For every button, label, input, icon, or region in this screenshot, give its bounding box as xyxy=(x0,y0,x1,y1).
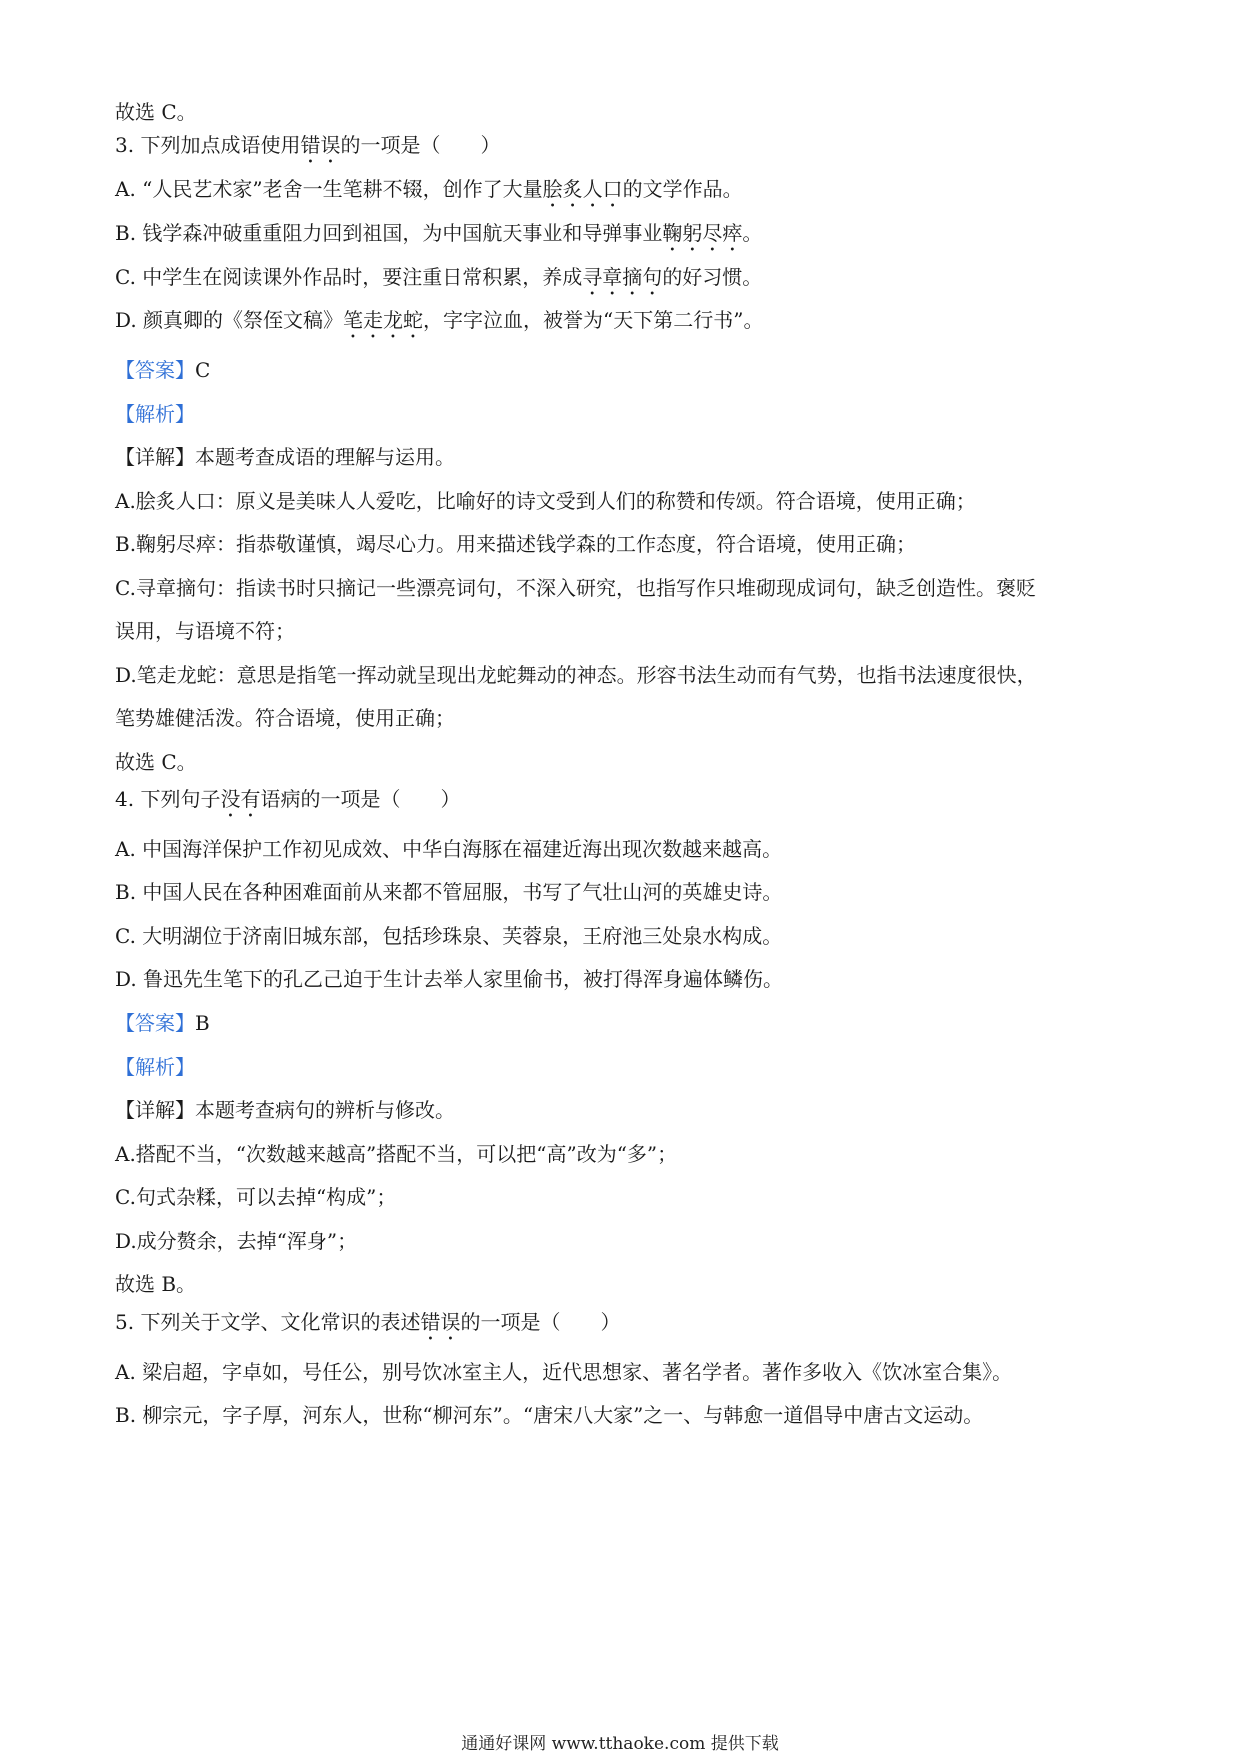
answer-tag: 【答案】 xyxy=(115,358,195,382)
emphasis-idiom: 鞠躬尽瘁 xyxy=(662,221,743,245)
emphasis-word: 错误 xyxy=(300,133,341,157)
question-4-text-end: 语病的一项是（ ） xyxy=(260,787,461,811)
analysis-tag-3 xyxy=(115,401,1130,427)
explain-3c-line1: C.寻章摘句：指读书时只摘记一些漂亮词句，不深入研究，也指写作只堆砌现成词句，缺乏创造性。褒贬 xyxy=(115,576,1036,600)
option-3b xyxy=(115,220,1130,256)
analysis-tag-4 xyxy=(115,1054,1130,1080)
conclusion-3: 故选 C。 xyxy=(115,750,197,774)
explain-3d-line2: 笔势雄健活泼。符合语境，使用正确； xyxy=(115,706,455,730)
option-5b: B. 柳宗元，字子厚，河东人，世称“柳河东”。“唐宋八大家”之一、与韩愈一道倡导中唐古文运动。 xyxy=(115,1403,984,1427)
option-3c xyxy=(115,264,1130,300)
option-text-end: 的好习惯。 xyxy=(662,265,763,289)
option-text-end: 。 xyxy=(742,221,763,245)
explain-4d: D.成分赘余，去掉“浑身”； xyxy=(115,1229,358,1253)
option-4c: C. 大明湖位于济南旧城东部，包括珍珠泉、芙蓉泉，王府池三处泉水构成。 xyxy=(115,924,783,948)
question-3-text: 3. 下列加点成语使用 xyxy=(115,133,301,157)
analysis-tag: 【解析】 xyxy=(115,402,195,426)
explain-3a: A.脍炙人口：原义是美味人人爱吃，比喻好的诗文受到人们的称赞和传颂。符合语境，使用正确； xyxy=(115,489,976,513)
emphasis-idiom: 脍炙人口 xyxy=(542,177,623,201)
footer-watermark: 通通好课网 www.tthaoke.com 提供下载 xyxy=(461,1734,779,1754)
explain-3b: B.鞠躬尽瘁：指恭敬谨慎，竭尽心力。用来描述钱学森的工作态度，符合语境，使用正确； xyxy=(115,532,917,556)
question-5-text: 5. 下列关于文学、文化常识的表述 xyxy=(115,1310,421,1334)
question-3-text-end: 的一项是（ ） xyxy=(340,133,501,157)
option-4b: B. 中国人民在各种困难面前从来都不管屈服，书写了气壮山河的英雄史诗。 xyxy=(115,880,783,904)
option-text-end: 的文学作品。 xyxy=(622,177,743,201)
emphasis-word: 错误 xyxy=(420,1310,461,1334)
question-5-text-end: 的一项是（ ） xyxy=(460,1310,621,1334)
analysis-tag: 【解析】 xyxy=(115,1055,195,1079)
detail-4: 【详解】本题考查病句的辨析与修改。 xyxy=(115,1098,455,1122)
detail-3: 【详解】本题考查成语的理解与运用。 xyxy=(115,445,455,469)
question-5 xyxy=(115,1309,1130,1345)
option-5a: A. 梁启超，字卓如，号任公，别号饮冰室主人，近代思想家、著名学者。著作多收入《饮冰室合集》。 xyxy=(115,1360,1013,1384)
option-3a xyxy=(115,176,1130,212)
option-text: A. “人民艺术家”老舍一生笔耕不辍，创作了大量 xyxy=(115,177,543,201)
option-4d: D. 鲁迅先生笔下的孔乙己迫于生计去举人家里偷书，被打得浑身遍体鳞伤。 xyxy=(115,967,784,991)
conclusion-4: 故选 B。 xyxy=(115,1272,197,1296)
option-text: D. 颜真卿的《祭侄文稿》 xyxy=(115,308,344,332)
explain-3d-line1: D.笔走龙蛇：意思是指笔一挥动就呈现出龙蛇舞动的神态。形容书法生动而有气势，也指书法速度很快， xyxy=(115,663,1037,687)
answer-tag: 【答案】 xyxy=(115,1011,195,1035)
option-4a: A. 中国海洋保护工作初见成效、中华白海豚在福建近海出现次数越来越高。 xyxy=(115,837,783,861)
answer-value: C xyxy=(195,358,211,382)
explain-3c-line2: 误用，与语境不符； xyxy=(115,619,295,643)
answer-4 xyxy=(115,1010,1130,1036)
question-4-text: 4. 下列句子 xyxy=(115,787,221,811)
question-3 xyxy=(115,132,1130,168)
option-text: C. 中学生在阅读课外作品时，要注重日常积累，养成 xyxy=(115,265,583,289)
conclusion-line: 故选 C。 xyxy=(115,100,197,124)
option-text: B. 钱学森冲破重重阻力回到祖国，为中国航天事业和导弹事业 xyxy=(115,221,663,245)
explain-4c: C.句式杂糅，可以去掉“构成”； xyxy=(115,1185,397,1209)
answer-value: B xyxy=(195,1011,210,1035)
answer-3 xyxy=(115,357,1130,383)
option-text-end: ，字字泣血，被誉为“天下第二行书”。 xyxy=(423,308,764,332)
question-4 xyxy=(115,786,1130,822)
explain-4a: A.搭配不当，“次数越来越高”搭配不当，可以把“高”改为“多”； xyxy=(115,1142,678,1166)
emphasis-word: 没有 xyxy=(220,787,261,811)
emphasis-idiom: 寻章摘句 xyxy=(582,265,663,289)
option-3d xyxy=(115,307,1130,343)
emphasis-idiom: 笔走龙蛇 xyxy=(343,308,424,332)
